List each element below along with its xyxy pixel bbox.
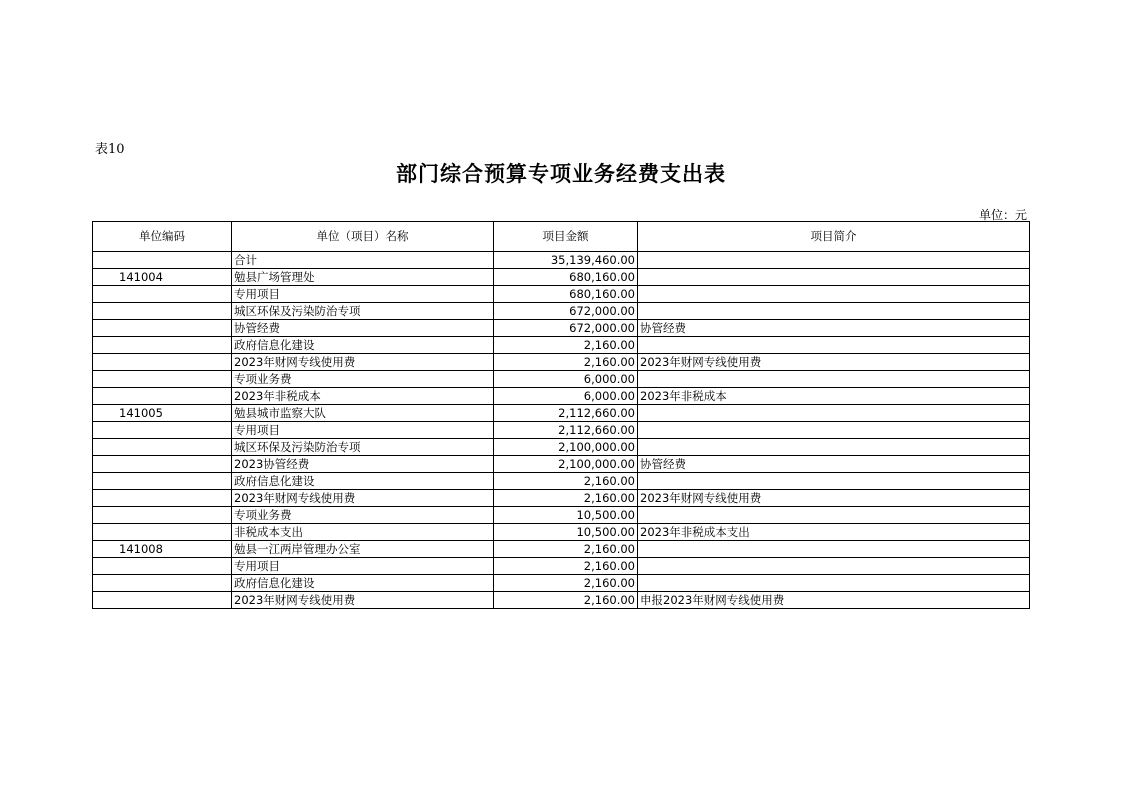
cell-unit-code	[93, 337, 232, 354]
table-row	[93, 405, 1030, 422]
header-code: 单位编码	[93, 222, 232, 252]
table-header-row	[93, 222, 1030, 252]
cell-item-name: 勉县广场管理处	[232, 269, 494, 286]
cell-item-name: 政府信息化建设	[232, 473, 494, 490]
table-row	[93, 252, 1030, 269]
cell-unit-code	[93, 371, 232, 388]
cell-amount: 2,160.00	[494, 354, 638, 371]
cell-unit-code	[93, 388, 232, 405]
cell-amount: 2,160.00	[494, 337, 638, 354]
table-row	[93, 320, 1030, 337]
table-row	[93, 269, 1030, 286]
cell-amount: 672,000.00	[494, 320, 638, 337]
table-row	[93, 473, 1030, 490]
cell-description	[638, 507, 1030, 524]
cell-amount: 2,160.00	[494, 575, 638, 592]
table-row	[93, 337, 1030, 354]
cell-amount: 2,160.00	[494, 592, 638, 609]
cell-unit-code	[93, 422, 232, 439]
cell-description: 协管经费	[638, 456, 1030, 473]
cell-description	[638, 439, 1030, 456]
cell-description	[638, 269, 1030, 286]
cell-description: 2023年财网专线使用费	[638, 354, 1030, 371]
cell-description: 2023年财网专线使用费	[638, 490, 1030, 507]
cell-unit-code	[93, 354, 232, 371]
cell-unit-code	[93, 286, 232, 303]
cell-unit-code	[93, 592, 232, 609]
table-row	[93, 286, 1030, 303]
cell-description	[638, 575, 1030, 592]
table-row	[93, 354, 1030, 371]
cell-unit-code	[93, 473, 232, 490]
cell-amount: 10,500.00	[494, 507, 638, 524]
cell-item-name: 协管经费	[232, 320, 494, 337]
cell-amount: 2,112,660.00	[494, 405, 638, 422]
page-title: 部门综合预算专项业务经费支出表	[396, 162, 726, 186]
cell-amount: 6,000.00	[494, 371, 638, 388]
cell-unit-code	[93, 524, 232, 541]
table-row	[93, 303, 1030, 320]
table-row	[93, 592, 1030, 609]
cell-amount: 35,139,460.00	[494, 252, 638, 269]
cell-description	[638, 303, 1030, 320]
cell-unit-code	[93, 439, 232, 456]
cell-unit-code	[93, 456, 232, 473]
table-row	[93, 371, 1030, 388]
cell-amount: 2,160.00	[494, 490, 638, 507]
cell-item-name: 勉县一江两岸管理办公室	[232, 541, 494, 558]
cell-unit-code: 141005	[93, 405, 232, 422]
cell-item-name: 2023年财网专线使用费	[232, 354, 494, 371]
cell-item-name: 专用项目	[232, 286, 494, 303]
cell-unit-code	[93, 558, 232, 575]
cell-item-name: 专用项目	[232, 558, 494, 575]
cell-amount: 2,112,660.00	[494, 422, 638, 439]
cell-unit-code	[93, 575, 232, 592]
table-row	[93, 456, 1030, 473]
cell-amount: 672,000.00	[494, 303, 638, 320]
cell-unit-code: 141008	[93, 541, 232, 558]
cell-item-name: 政府信息化建设	[232, 337, 494, 354]
table-number-label: 表10	[95, 142, 125, 157]
cell-item-name: 非税成本支出	[232, 524, 494, 541]
cell-item-name: 专项业务费	[232, 371, 494, 388]
cell-item-name: 2023年财网专线使用费	[232, 490, 494, 507]
header-name: 单位（项目）名称	[232, 222, 494, 252]
cell-description	[638, 286, 1030, 303]
cell-item-name: 2023协管经费	[232, 456, 494, 473]
table-row	[93, 422, 1030, 439]
cell-unit-code	[93, 320, 232, 337]
cell-unit-code: 141004	[93, 269, 232, 286]
cell-amount: 680,160.00	[494, 269, 638, 286]
cell-description	[638, 252, 1030, 269]
header-desc: 项目简介	[638, 222, 1030, 252]
table-body	[93, 252, 1030, 609]
cell-amount: 2,160.00	[494, 558, 638, 575]
cell-unit-code	[93, 490, 232, 507]
cell-description	[638, 558, 1030, 575]
table-row	[93, 541, 1030, 558]
table-row	[93, 558, 1030, 575]
cell-amount: 2,160.00	[494, 541, 638, 558]
cell-description	[638, 473, 1030, 490]
cell-description	[638, 541, 1030, 558]
table-row	[93, 524, 1030, 541]
table-row	[93, 439, 1030, 456]
unit-note: 单位：元	[978, 208, 1027, 222]
cell-amount: 10,500.00	[494, 524, 638, 541]
cell-unit-code	[93, 252, 232, 269]
cell-amount: 2,100,000.00	[494, 439, 638, 456]
header-amount: 项目金额	[494, 222, 638, 252]
cell-amount: 2,100,000.00	[494, 456, 638, 473]
cell-description	[638, 405, 1030, 422]
cell-item-name: 勉县城市监察大队	[232, 405, 494, 422]
cell-unit-code	[93, 507, 232, 524]
cell-amount: 2,160.00	[494, 473, 638, 490]
table-row	[93, 507, 1030, 524]
cell-item-name: 专用项目	[232, 422, 494, 439]
table-row	[93, 490, 1030, 507]
cell-description	[638, 337, 1030, 354]
cell-description	[638, 371, 1030, 388]
cell-description: 2023年非税成本支出	[638, 524, 1030, 541]
cell-description	[638, 422, 1030, 439]
cell-item-name: 城区环保及污染防治专项	[232, 439, 494, 456]
cell-item-name: 2023年非税成本	[232, 388, 494, 405]
table-row	[93, 388, 1030, 405]
cell-description: 申报2023年财网专线使用费	[638, 592, 1030, 609]
budget-table	[92, 221, 1030, 609]
table-row	[93, 575, 1030, 592]
cell-unit-code	[93, 303, 232, 320]
cell-item-name: 城区环保及污染防治专项	[232, 303, 494, 320]
cell-description: 协管经费	[638, 320, 1030, 337]
cell-item-name: 2023年财网专线使用费	[232, 592, 494, 609]
cell-item-name: 政府信息化建设	[232, 575, 494, 592]
cell-item-name: 专项业务费	[232, 507, 494, 524]
cell-amount: 6,000.00	[494, 388, 638, 405]
cell-description: 2023年非税成本	[638, 388, 1030, 405]
cell-amount: 680,160.00	[494, 286, 638, 303]
cell-item-name: 合计	[232, 252, 494, 269]
